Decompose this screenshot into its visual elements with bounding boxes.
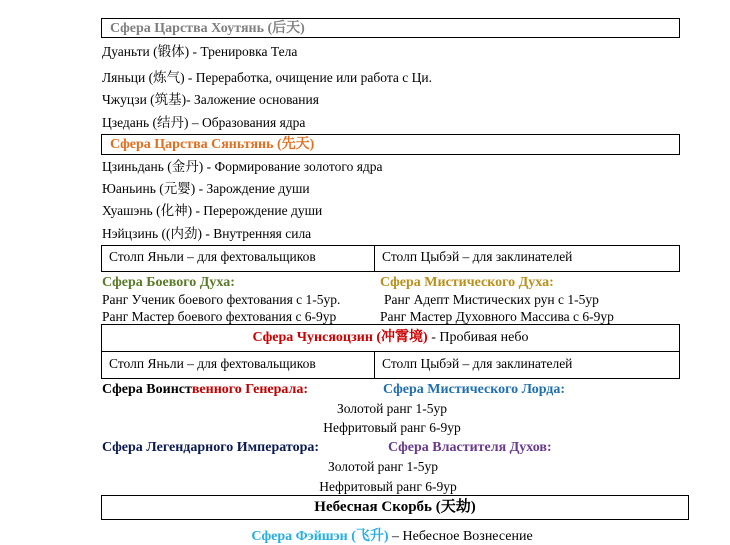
- general-title: [102, 381, 308, 398]
- battle-spirit-rank-1: Ранг Ученик боевого фехтования с 1-5ур.: [102, 292, 341, 307]
- mystic-spirit-title: Сфера Мистического Духа:: [380, 275, 554, 290]
- feisheng-heading: [0, 528, 730, 545]
- pillar-cibei-1: Столп Цыбэй – для заклинателей: [382, 249, 573, 264]
- lord-title: Сфера Мистического Лорда:: [383, 382, 566, 397]
- tribulation-box: [101, 495, 689, 520]
- emperor-title: Сфера Легендарного Императора:: [102, 440, 320, 455]
- pillar-cibei-2: Столп Цыбэй – для заклинателей: [382, 356, 573, 371]
- mystic-spirit-rank-2: Ранг Мастер Духовного Массива с 6-9ур: [380, 309, 614, 324]
- general-title-part-2: венного Генерала:: [191, 382, 309, 397]
- houtian-line-3: Чжуцзи (筑基)- Заложение основания: [102, 92, 319, 107]
- battle-spirit-rank-2: Ранг Мастер боевого фехтования с 6-9ур: [102, 309, 337, 324]
- pillars-row-1: [101, 245, 680, 272]
- chongxiao-heading: [102, 329, 679, 346]
- houtian-line-4: Цзедань (结丹) – Образования ядра: [102, 115, 306, 130]
- pillars-row-2: [101, 351, 680, 379]
- feisheng-subtitle: – Небесное Вознесение: [388, 529, 533, 544]
- chongxiao-title: Сфера Чунсяоцзин (冲霄境): [252, 330, 428, 345]
- xiantian-line-1: Цзиньдань (金丹) - Формирование золотого ядра: [102, 159, 383, 174]
- pillar-yanli-1: Столп Яньли – для фехтовальщиков: [109, 249, 316, 264]
- xiantian-line-2: Юаньинь (元婴) - Зарождение души: [102, 181, 310, 196]
- feisheng-title: Сфера Фэйшэн (飞升): [251, 529, 389, 544]
- battle-spirit-title: Сфера Боевого Духа:: [102, 275, 235, 290]
- xiantian-title: Сфера Царства Сяньтянь (先天): [110, 137, 315, 152]
- emperor-ruler-rank-2: Нефритовый ранг 6-9ур: [319, 479, 457, 494]
- general-lord-rank-2: Нефритовый ранг 6-9ур: [323, 420, 461, 435]
- houtian-title: Сфера Царства Хоутянь (后天): [110, 21, 305, 36]
- chongxiao-title-box: [101, 324, 680, 352]
- xiantian-line-4: Нэйцзинь ((内劲) - Внутренняя сила: [102, 226, 312, 241]
- ruler-title: Сфера Властителя Духов:: [388, 440, 552, 455]
- mystic-spirit-rank-1: Ранг Адепт Мистических рун с 1-5ур: [384, 292, 599, 307]
- houtian-title-box: [101, 18, 680, 38]
- pillar-yanli-2: Столп Яньли – для фехтовальщиков: [109, 356, 316, 371]
- xiantian-title-box: [101, 134, 680, 155]
- pillars-row-1-divider: [374, 246, 375, 271]
- houtian-line-1: Дуаньти (锻体) - Тренировка Тела: [102, 44, 298, 59]
- chongxiao-subtitle: - Пробивая небо: [427, 330, 529, 345]
- emperor-ruler-rank-1: Золотой ранг 1-5ур: [327, 459, 439, 474]
- general-lord-rank-1: Золотой ранг 1-5ур: [336, 401, 448, 416]
- xiantian-line-3: Хуашэнь (化神) - Перерождение души: [102, 203, 323, 218]
- pillars-row-2-divider: [374, 352, 375, 378]
- general-title-part-1: Сфера Воинст: [102, 382, 192, 397]
- houtian-line-2: Ляньци (炼气) - Переработка, очищение или работа с Ци.: [102, 70, 432, 85]
- tribulation-title: Небесная Скорбь (天劫): [314, 499, 476, 515]
